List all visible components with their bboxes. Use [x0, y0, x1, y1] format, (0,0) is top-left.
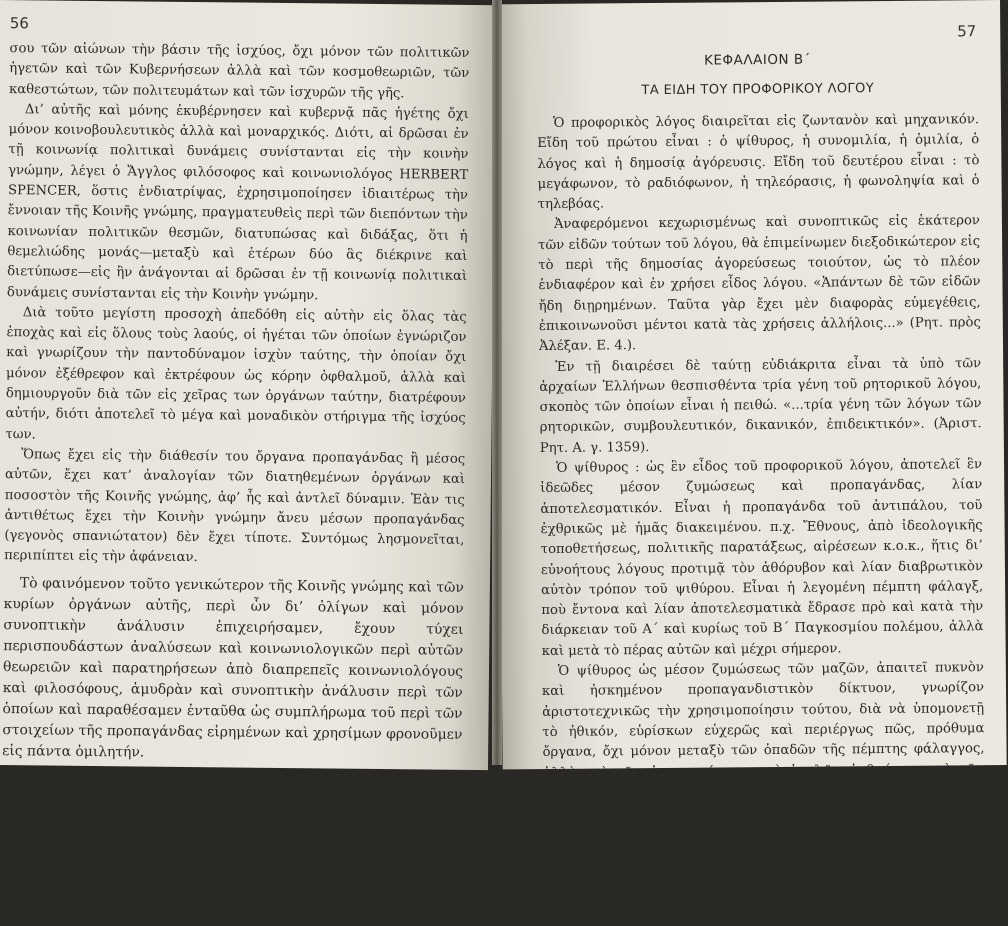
- paragraph: Ἐν τῇ διαιρέσει δὲ ταύτῃ εὐδιάκριτα εἶναι τὰ ὑπὸ τῶν ἀρχαίων Ἑλλήνων θεσπισθέντα τρία γένη τοῦ ρητορικοῦ λόγου, σκοπὸς τῶν ὁποίων εἶναι ἡ πειθώ. «...τρία γένη τῶν λόγων τῶν ρητορικῶν, συμβουλευτικόν, δικανικόν, ἐπιδεικτικόν». (Ἀριστ. Ρητ. Α. γ. 1359).: [539, 355, 982, 456]
- paragraph: Δι’ αὐτῆς καὶ μόνης ἐκυβέρνησεν καὶ κυβερνᾷ πᾶς ἡγέτης ὄχι μόνον κοινοβουλευτικὸς ἀλλὰ καὶ μοναρχικός. Διότι, αἱ δρῶσαι ἐν τῇ κοινωνίᾳ πολιτικαὶ δυνάμεις συνίστανται εἰς τὴν κοινὴν γνώμην, λέγει ὁ Ἄγγλος φιλόσοφος καὶ κοινωνιολόγος HERBERT SPENCER, ὅστις ἐνδιατρίψας, ἐχρησιμοποίησεν ἰδιαιτέρως τὴν ἔννοιαν τῆς Κοινῆς γνώμης, πραγματευθεὶς περὶ τῶν διεπόντων τὴν κοινωνίαν πολιτικῶν θεσμῶν, διατυπώσας καὶ διδάξας, ὅτι ἡ θεμελιώδης μονάς—μεταξὺ καὶ ἑτέρων δύο ἃς διέκρινε καὶ διετύπωσε—εἰς ἣν ἀνάγονται αἱ δρῶσαι ἐν τῇ κοινωνίᾳ πολιτικαὶ δυνάμεις συνίστανται εἰς τὴν Κοινὴν γνώμην.: [6, 102, 469, 303]
- paragraph: σου τῶν αἰώνων τὴν βάσιν τῆς ἰσχύος, ὄχι μόνον τῶν πολιτικῶν ἡγετῶν καὶ τῶν Κυβερνήσεων ἀλλὰ καὶ τῶν κοσμοθεωριῶν, τῶν καθεστώτων, τῶν πολιτευμάτων καὶ τῶν ἰσχυρῶν τῆς γῆς.: [8, 41, 470, 101]
- paragraph: Τὸ φαινόμενον τοῦτο γενικώτερον τῆς Κοινῆς γνώμης καὶ τῶν κυρίων ὀργάνων αὐτῆς, περὶ ὧν δι’ ὀλίγων καὶ μόνον συνοπτικὴν ἀνάλυσιν ἐπιχειρήσαμεν, ἔχουν τύχει περισπουδάστων ἀναλύσεων καὶ κοινωνιολογικῶν περὶ αὐτῶν θεωρειῶν καὶ παρατηρήσεων ἀπὸ διαπρεπεῖς κοινωνιολόγους καὶ φιλοσόφους, ἀμυδρὰν καὶ συνοπτικὴν ἀνάλυσιν περὶ τῶν ὁποίων καὶ παραθέσαμεν ἐνταῦθα ὡς συμπλήρωμα τοῦ περὶ τῶν στοιχείων τῆς προπαγάνδας εἰρημένων καὶ χρησίμων φρονοῦμεν εἰς πάντα ὁμιλητήν.: [2, 574, 464, 761]
- page-number-right: 57: [957, 22, 977, 41]
- right-page-text: [537, 110, 986, 926]
- paragraph: Ἀναφερόμενοι κεχωρισμένως καὶ συνοπτικῶς εἰς ἑκάτερον τῶν εἰδῶν τούτων τοῦ λόγου, θὰ ἐπιμείνωμεν διεξοδικώτερον εἰς τὸ περὶ τῆς δημοσίας ἀγορεύσεως τοιούτον, ὡς τὸ πλέον ἐνδιαφέρον καὶ ἐν χρήσει εἶδος λόγου. «Ἁπάντων δὲ τῶν εἰδῶν ἤδη διῃρημένων. Ταῦτα γὰρ ἔχει μὲν διαφορὰς εὐμεγέθεις, ἐπικοινωνοῦσι μέντοι κατὰ τὰς χρήσεις ἀλλήλοις...» (Ρητ. πρὸς Ἀλέξαν. Ε. 4.).: [538, 213, 981, 355]
- right-page: [496, 0, 1007, 923]
- left-page: [0, 0, 496, 770]
- paragraph: Ὁ προφορικὸς λόγος διαιρεῖται εἰς ζωντανὸν καὶ μηχανικόν. Εἴδη τοῦ πρώτου εἶναι : ὁ ψίθυρος, ἡ συνομιλία, ἡ ὁμιλία, ὁ λόγος καὶ ἡ δημοσίᾳ ἀγόρευσις. Εἴδη τοῦ δευτέρου εἶναι : τὸ μεγάφωνον, τὸ ραδιόφωνον, ἡ τηλεόρασις, ἡ φωνοληψία καὶ ὁ τηλεβόας.: [537, 112, 980, 213]
- paragraph: Ὅπως ἔχει εἰς τὴν διάθεσίν του ὄργανα προπαγάνδας ἢ μέσος αὐτῶν, ἔχει κατ’ ἀναλογίαν τῶν διατηθεμένων ὀργάνων καὶ ποσοστὸν τῆς Κοινῆς γνώμης, ἀφ’ ἧς καὶ ἀντλεῖ δύναμιν. Ἐὰν τις ἀντιθέτως ἔχει τὴν Κοινὴν γνώμην ἄνευ μέσων προπαγάνδας (γεγονὸς σπανιώτατον) δὲν ἔχει τίποτε. Συντόμως λησμονεῖται, περιπίπτει εἰς τὴν ἀφάνειαν.: [4, 447, 466, 566]
- page-number-left: 56: [9, 14, 29, 33]
- paragraph: Διὰ τοῦτο μεγίστη προσοχὴ ἀπεδόθη εἰς αὐτὴν εἰς ὅλας τὰς ἐποχὰς καὶ εἰς ὅλους τοὺς λαούς, οἱ ἡγέται τῶν ὁποίων ἐγνώριζον καὶ γνωρίζουν τὴν παντοδύναμον ἰσχὺν ταύτης, τὴν ὁποίαν ὄχι μόνον ἐξέθρεφον καὶ ἐκτρέφουν ὡς κόρην ὀφθαλμοῦ, ἀλλὰ καὶ δημιουργοῦν διὰ τῶν εἰς χεῖρας των ὀργάνων ταύτην, διατρέφουν αὐτήν, διότι ἀποτελεῖ τὸ μέγα καὶ μοναδικὸν στήριγμα τῆς ἰσχύος των.: [5, 305, 467, 443]
- paragraph: Ὁ ψίθυρος : ὡς ἓν εἶδος τοῦ προφορικοῦ λόγου, ἀποτελεῖ ἓν ἰδεῶδες μέσον ζυμώσεως καὶ προπαγάνδας, λίαν ἀποτελεσματικόν. Εἶναι ἡ προπαγάνδα τοῦ ἀντιπάλου, τοῦ ἐχθρικῶς μὲ ἡμᾶς διακειμένου. π.χ. Ἔθνους, ἀπὸ ἰδεολογικῆς τοποθετήσεως, πολιτικῆς παρατάξεως, αἱρέσεων κ.ο.κ., ἥτις δι’ εὐνοήτους λόγους προτιμᾷ τὸν ἀθόρυβον καὶ λίαν διαβρωτικὸν αὐτὸν τρόπον τοῦ ψιθύρου. Εἶναι ἡ λεγομένη πέμπτη φάλαγξ, ποὺ ἔντονα καὶ λίαν ἀποτελεσματικὰ ἔδρασε πρὸ καὶ κατὰ τὴν διάρκειαν τοῦ Α΄ καὶ κυρίως τοῦ Β΄ Παγκοσμίου πολέμου, ἀλλὰ καὶ μετὰ τὸ πέρας αὐτῶν καὶ μέχρι σήμερον.: [540, 457, 984, 659]
- book-gutter: [492, 0, 502, 765]
- left-page-text: [2, 39, 470, 766]
- paragraph: Ὁ ψίθυρος ὡς μέσον ζυμώσεως τῶν μαζῶν, ἀπαιτεῖ πυκνὸν καὶ ἠσκημένον προπαγανδιστικὸν δίκτυον, γνωρίζον ἀριστοτεχνικῶς τὴν χρησιμοποίησιν τούτου, διὰ νὰ ὑπομονετῇ τὸ ἠθικόν, εὑρίσκων εὐχερῶς καὶ περιέργως πῶς, πρόθυμα ὄργανα, ὄχι μόνον μεταξὺ τῶν ὀπαδῶν τῆς πέμπτης φάλαγγος, ἀλλὰ καὶ τῶν ἀνυποψιάστων καὶ ἀφελῶν ἀνθρώπων καὶ τῶν συνοδοιπόρων της, τοὺς ὁποίους παρασύρει καὶ μεταβάλλει εἰς ὄργανά της πρὸς τὸν ἑκάστοτε ἐπιδιωκόμενον διὰ τοῦ ψιθύρου της σκοπόν, ὑπονομεύουσα καὶ διαβιβρώσκουσα.: [541, 660, 986, 842]
- chapter-subtitle: ΤΑ ΕΙΔΗ ΤΟΥ ΠΡΟΦΟΡΙΚΟΥ ΛΟΓΟΥ: [641, 81, 875, 99]
- paragraph: Ὁ Χίτλερ, κατὰ τὸν Β΄ Παγκόσμιον πόλεμον, διὰ τοῦ Γκαίμπελς, εἶχεν ἀρτιώτατα ὀργανώσει τὴν πέμπτην φάλαγγα καθ’ ἅπασαν κυρίως τὴν Εὐρώπην ἀλλὰ καὶ πέραν ταύτης, καὶ εἶχεν ἄριστα ἐπιτύχει εἰς: [543, 842, 986, 923]
- chapter-title: ΚΕΦΑΛΑΙΟΝ Β΄: [704, 51, 811, 69]
